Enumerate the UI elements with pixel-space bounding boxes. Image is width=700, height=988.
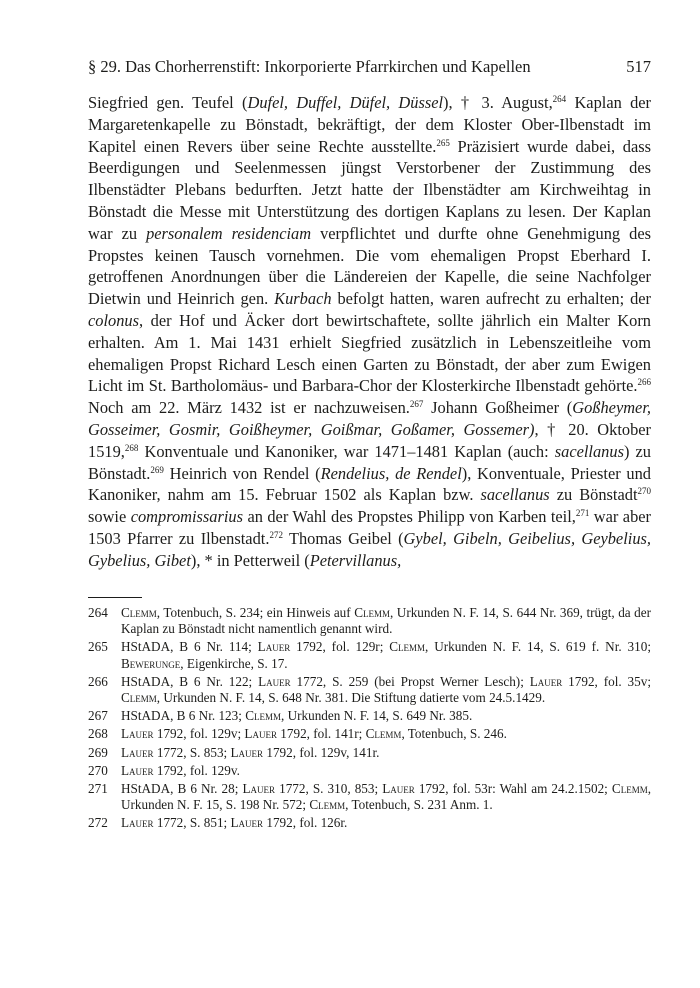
footnote-270 bbox=[88, 763, 651, 779]
footnote-text bbox=[121, 639, 651, 671]
footnote-ref[interactable]: 271 bbox=[575, 508, 590, 519]
citation-text: , Urkunden N. F. 14, S. 644 Nr. 369, trügt, da der Kaplan zu Bönstadt nicht namentlich genannt wird. bbox=[121, 605, 651, 637]
citation-text: 1792, fol. 129v, 141r. bbox=[263, 744, 380, 760]
text-span: ), * in Petterweil ( bbox=[190, 550, 310, 570]
author-name: Lauer bbox=[257, 639, 291, 655]
name-variants: Rendelius, de Rendel bbox=[320, 463, 462, 483]
footnote-ref[interactable]: 272 bbox=[269, 529, 283, 540]
citation-text: HStADA, B 6 Nr. 123; bbox=[121, 708, 246, 724]
footnote-ref[interactable]: 266 bbox=[637, 377, 651, 388]
text-span: , der Hof und Äcker dort bewirtschaftete, sollte jährlich ein Malter Korn erhalten. Am 1. Mai 1431 erhielt Siegfried zusätzlich in Lebenszeitleihe vom ehemaligen Propst Richard Lesch einen Garten zu Bönstadt, der aber zum Ewigen Licht im St. Bartholomäus- und Barbara-Chor der Klosterkirche Ilbenstadt gehörte. bbox=[88, 310, 651, 396]
author-name: Clemm bbox=[309, 797, 346, 813]
footnote-text bbox=[121, 674, 651, 706]
name-variants: Kurbach bbox=[274, 289, 332, 309]
name-variants: Goßheymer, Gosseimer, Gosmir, Goißheymer, Goißmar, Goßamer, Gossemer) bbox=[88, 398, 651, 439]
text-span: Präzisiert wurde dabei, dass Beerdigungen und Seelenmessen jüngst Verstorbener der Zustimmung des Ilbenstädter Plebans bedurften. Jetzt hatte der Ilbenstädter am Kirchweihtag in Bönstadt die Messe mit Unterstützung des dortigen Kaplans zu lesen. Der Kaplan war zu bbox=[88, 136, 651, 243]
author-name: Clemm bbox=[611, 781, 648, 797]
footnote-269 bbox=[88, 745, 651, 761]
citation-text: 1772, S. 259 (bei Propst Werner Lesch); bbox=[290, 673, 530, 689]
citation-text: , Totenbuch, S. 231 Anm. 1. bbox=[345, 797, 493, 813]
name-variants: Petervillanus, bbox=[309, 550, 402, 570]
footnote-ref[interactable]: 264 bbox=[552, 94, 567, 104]
latin-term: sacellanus bbox=[554, 441, 624, 461]
running-title: § 29. Das Chorherrenstift: Inkorporierte Pfarrkirchen und Kapellen bbox=[88, 57, 531, 76]
author-name: Lauer bbox=[529, 673, 563, 689]
footnote-number: 272 bbox=[88, 815, 108, 831]
footnote-number: 265 bbox=[88, 639, 108, 655]
footnote-text bbox=[121, 708, 651, 724]
name-variants: Dufel, Duffel, Düfel, Düssel bbox=[247, 93, 444, 112]
author-name: Lauer bbox=[382, 781, 415, 797]
citation-text: , Totenbuch, S. 246. bbox=[401, 726, 507, 742]
footnote-number: 270 bbox=[88, 762, 108, 778]
author-name: Lauer bbox=[121, 762, 154, 778]
footnote-ref[interactable]: 269 bbox=[150, 464, 164, 475]
author-name: Lauer bbox=[121, 726, 154, 742]
text-span: Heinrich von Rendel ( bbox=[163, 463, 321, 483]
citation-text: , Urkunden N. F. 14, S. 649 Nr. 385. bbox=[281, 708, 473, 724]
citation-text: HStADA, B 6 Nr. 122; bbox=[121, 673, 259, 689]
author-name: Lauer bbox=[258, 673, 291, 689]
author-name: Lauer bbox=[244, 726, 277, 742]
author-name: Lauer bbox=[121, 815, 154, 831]
footnotes bbox=[88, 605, 651, 834]
citation-text: 1772, S. 310, 853; bbox=[275, 781, 383, 797]
author-name: Clemm bbox=[245, 708, 281, 724]
text-span: sowie bbox=[88, 507, 131, 527]
footnote-text bbox=[121, 763, 651, 779]
text-span: war aber 1503 Pfarrer zu Ilbenstadt. bbox=[88, 507, 652, 548]
citation-text: HStADA, B 6 Nr. 114; bbox=[121, 639, 258, 655]
footnote-265 bbox=[88, 639, 651, 671]
text-span: Johann Goßheimer ( bbox=[423, 398, 573, 418]
author-name: Clemm bbox=[389, 639, 426, 655]
footnote-ref[interactable]: 267 bbox=[409, 399, 424, 410]
footnote-264 bbox=[88, 605, 651, 637]
citation-text: 1792, fol. 53r: Wahl am 24.2.1502; bbox=[414, 781, 612, 797]
footnote-number: 268 bbox=[88, 726, 108, 742]
latin-term: sacellanus bbox=[480, 485, 550, 505]
footnote-266 bbox=[88, 674, 651, 706]
citation-text: 1772, S. 853; bbox=[153, 744, 231, 760]
citation-text: HStADA, B 6 Nr. 28; bbox=[121, 781, 243, 797]
footnote-ref[interactable]: 268 bbox=[124, 442, 139, 453]
footnote-267 bbox=[88, 708, 651, 724]
citation-text: , Totenbuch, S. 234; ein Hinweis auf bbox=[156, 605, 355, 620]
citation-text: 1792, fol. 129v. bbox=[153, 762, 240, 778]
footnote-text bbox=[121, 815, 651, 831]
text-span: Siegfried gen. Teufel ( bbox=[88, 93, 248, 112]
latin-term: colonus bbox=[88, 310, 139, 330]
text-span: Noch am 22. März 1432 ist er nachzuweisen. bbox=[88, 398, 410, 418]
footnote-271 bbox=[88, 781, 651, 813]
latin-term: personalem residenciam bbox=[146, 223, 312, 243]
footnote-ref[interactable]: 270 bbox=[637, 486, 652, 497]
footnote-text bbox=[121, 781, 651, 813]
citation-text: , Eigenkirche, S. 17. bbox=[180, 655, 288, 671]
name-variants: Gybel, Gibeln, Geibelius, Geybelius, Gybelius, Gibet bbox=[88, 528, 651, 570]
footnote-text bbox=[121, 726, 651, 742]
text-span: , † 20. Oktober 1519, bbox=[88, 419, 651, 461]
citation-text: , Urkunden N. F. 14, S. 619 f. Nr. 310; bbox=[425, 639, 651, 655]
footnote-number: 264 bbox=[88, 605, 108, 620]
citation-text: 1772, S. 851; bbox=[153, 815, 231, 831]
text-span: befolgt hatten, waren aufrecht zu erhalten; der bbox=[331, 289, 652, 309]
citation-text: 1792, fol. 35v; bbox=[562, 673, 651, 689]
footnote-text bbox=[121, 745, 651, 761]
footnote-number: 269 bbox=[88, 744, 108, 760]
author-name: Clemm bbox=[365, 726, 402, 742]
text-span: zu Bönstadt bbox=[549, 485, 638, 505]
text-span: ), Konventuale, Priester und Kanoniker, nahm am 15. Februar 1502 als Kaplan bzw. bbox=[88, 463, 651, 505]
text-span: ) zu Bönstadt. bbox=[88, 441, 651, 483]
citation-text: 1792, fol. 126r. bbox=[263, 815, 348, 831]
latin-term: compromissarius bbox=[130, 507, 244, 527]
citation-text: 1792, fol. 141r; bbox=[276, 726, 366, 742]
author-name: Lauer bbox=[230, 744, 264, 760]
text-span: ), † 3. August, bbox=[443, 93, 553, 112]
footnote-ref[interactable]: 265 bbox=[436, 137, 450, 148]
footnote-number: 271 bbox=[88, 781, 108, 797]
author-name: Lauer bbox=[242, 781, 276, 797]
text-span: an der Wahl des Propstes Philipp von Karben teil, bbox=[243, 507, 576, 527]
citation-text: , Urkunden N. F. 15, S. 198 Nr. 572; bbox=[121, 781, 651, 813]
author-name: Clemm bbox=[354, 605, 390, 620]
citation-text: 1792, fol. 129r; bbox=[290, 639, 390, 655]
running-header bbox=[88, 57, 651, 85]
footnote-272 bbox=[88, 815, 651, 831]
author-name: Clemm bbox=[121, 605, 157, 620]
footnote-number: 267 bbox=[88, 708, 108, 724]
text-span: Kaplan der Margaretenkapelle zu Bönstadt, bekräftigt, der dem Kloster Ober-Ilbenstadt im Kapitel einen Revers über seine Rechte ausstellte. bbox=[88, 93, 651, 156]
footnote-268 bbox=[88, 726, 651, 742]
author-name: Lauer bbox=[230, 815, 264, 831]
footnote-text bbox=[121, 605, 651, 637]
footnote-rule bbox=[88, 597, 142, 598]
text-span: verpflichtet und durfte ohne Genehmigung des Propstes keinen Tausch vornehmen. Die vom ehemaligen Propst Eberhard I. getroffenen Anordnungen über die Ländereien der Kapelle, die seine Nachfolger Dietwin und Heinrich gen. bbox=[88, 223, 651, 309]
author-name: Bewerunge bbox=[121, 655, 181, 671]
main-text bbox=[88, 92, 651, 572]
author-name: Lauer bbox=[121, 744, 154, 760]
text-span: Thomas Geibel ( bbox=[282, 528, 404, 548]
footnote-number: 266 bbox=[88, 673, 108, 689]
citation-text: 1792, fol. 129v; bbox=[153, 726, 245, 742]
citation-text: , Urkunden N. F. 14, S. 648 Nr. 381. Die Stiftung datierte vom 24.5.1429. bbox=[156, 690, 546, 706]
page-number: 517 bbox=[626, 57, 651, 76]
text-span: Konventuale und Kanoniker, war 1471–1481 Kaplan (auch: bbox=[138, 441, 555, 461]
author-name: Clemm bbox=[121, 690, 157, 706]
